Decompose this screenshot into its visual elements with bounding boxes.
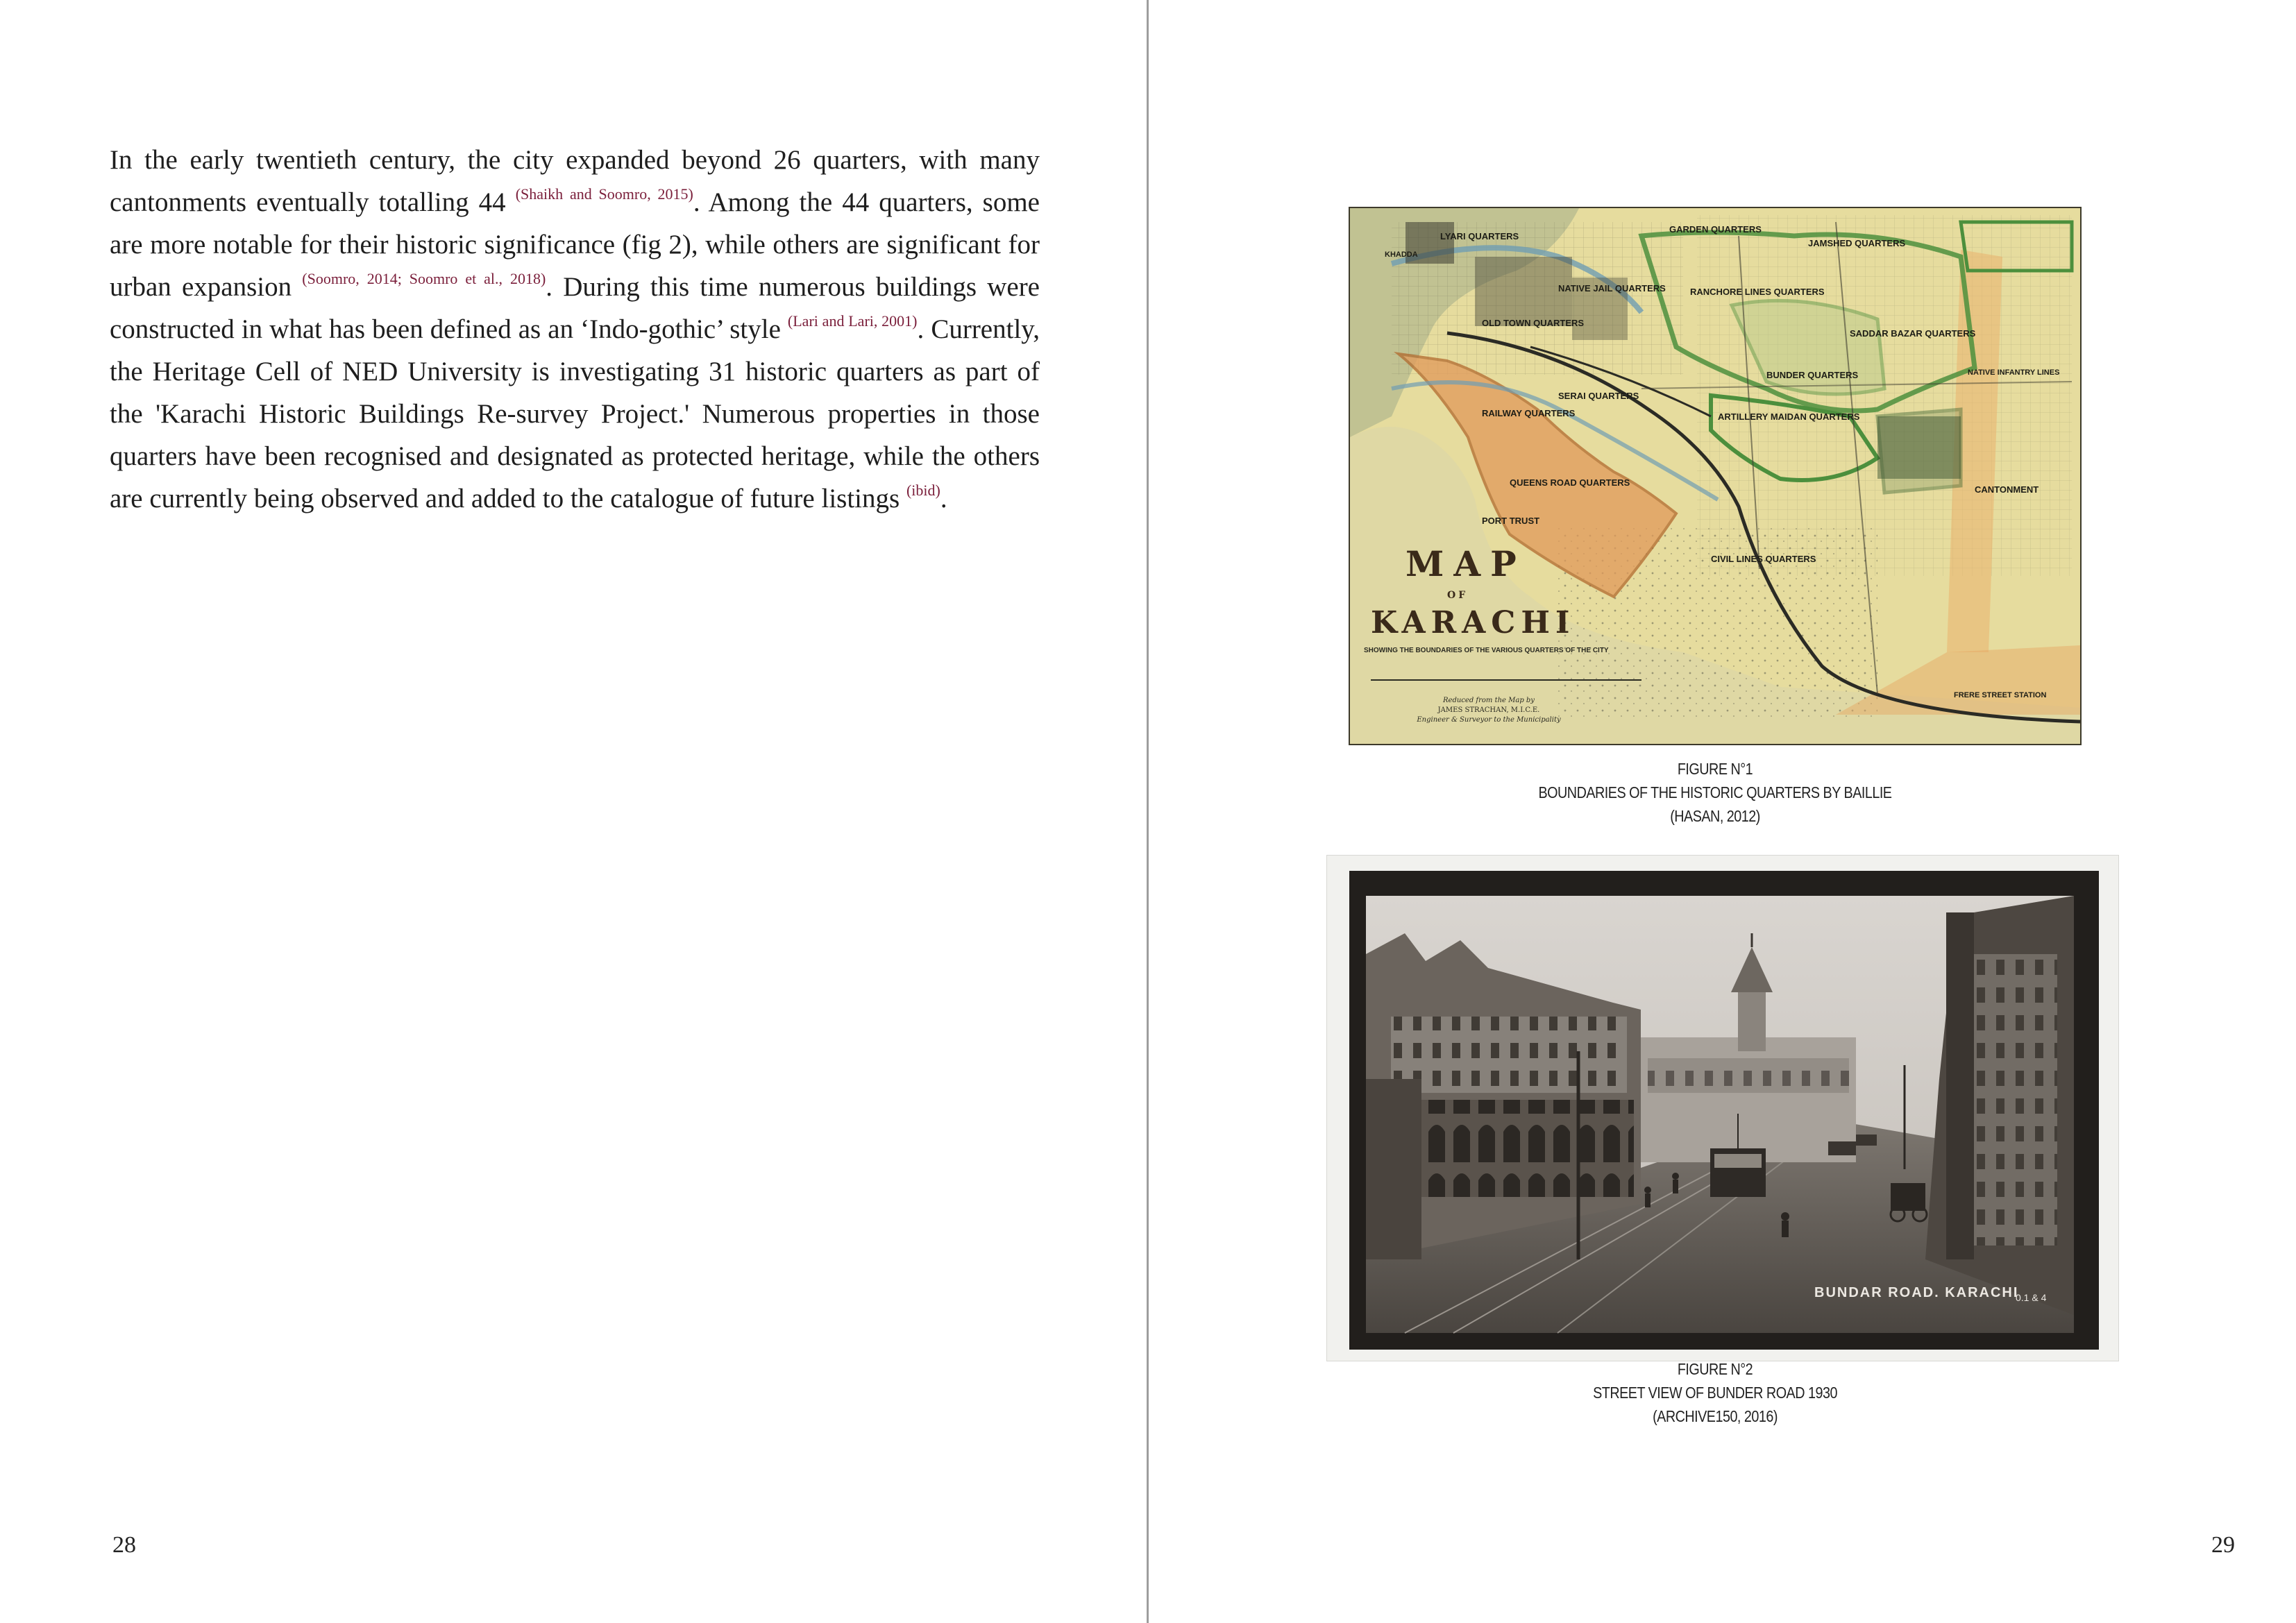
page-number-left: 28 (112, 1532, 136, 1558)
map-subtitle: SHOWING THE BOUNDARIES OF THE VARIOUS QUARTERS OF THE CITY (1364, 647, 1609, 654)
map-title-map: MAP (1406, 543, 1526, 584)
right-page (1148, 0, 2296, 1623)
map-label-infantry: NATIVE INFANTRY LINES (1968, 368, 2060, 377)
map-label-native-jail: NATIVE JAIL QUARTERS (1558, 283, 1666, 294)
map-label-jamshed: JAMSHED QUARTERS (1808, 238, 1906, 248)
text-segment: . Currently, the Heritage Cell of NED University is investigating 31 historic quarters as part of the 'Karachi Historic Buildings Re-survey Project.' Numerous properties in those quarters have been recognised and designated as protected heritage, while the others are currently being observed and added to the catalogue of future listings (110, 314, 1040, 513)
map-label-lyari: LYARI QUARTERS (1440, 231, 1519, 241)
map-label-civil-lines: CIVIL LINES QUARTERS (1711, 554, 1816, 564)
figure-2-caption-number: FIGURE N°2 (1677, 1360, 1753, 1378)
map-label-ranchore: RANCHORE LINES QUARTERS (1690, 287, 1825, 297)
figure-2-caption-source: (ARCHIVE150, 2016) (1653, 1407, 1778, 1425)
map-label-frere: FRERE STREET STATION (1954, 691, 2047, 699)
text-segment: . Among the 44 quarters, some are more notable for their historic significance (fig 2), while others are significant for urban expansion (110, 187, 1040, 302)
citation: (ibid) (906, 482, 940, 499)
text-segment: . During this time numerous buildings were constructed in what has been defined as an ‘Indo-gothic’ style (110, 272, 1040, 344)
map-label-railway: RAILWAY QUARTERS (1482, 408, 1576, 418)
figure-1-caption-source: (HASAN, 2012) (1670, 807, 1760, 825)
map-credit-1: Reduced from the Map by (1443, 697, 1535, 704)
text-segment: . (940, 484, 947, 513)
map-label-port-trust: PORT TRUST (1482, 516, 1540, 526)
map-label-serai: SERAI QUARTERS (1558, 391, 1639, 401)
map-label-artillery: ARTILLERY MAIDAN QUARTERS (1718, 411, 1860, 422)
page-number-right: 29 (2211, 1532, 2235, 1558)
map-credit-3: Engineer & Surveyor to the Municipality (1417, 716, 1561, 724)
body-paragraph (110, 139, 1040, 520)
text-segment: In the early twentieth century, the city expanded beyond 26 quarters, with many cantonments eventually totalling 44 (110, 145, 1040, 217)
map-label-garden: GARDEN QUARTERS (1669, 224, 1762, 235)
map-title-of: OF (1447, 590, 1469, 601)
map-label-khadda: KHADDA (1385, 250, 1418, 259)
figure-1-caption-title: BOUNDARIES OF THE HISTORIC QUARTERS BY BAILLIE (1538, 783, 1892, 801)
citation: (Shaikh and Soomro, 2015) (515, 185, 693, 203)
photo-imprint-label: BUNDAR ROAD. KARACHI (1814, 1285, 2019, 1300)
citation: (Soomro, 2014; Soomro et al., 2018) (302, 270, 546, 287)
photo-imprint-code: 0.1 & 4 (2016, 1292, 2047, 1303)
map-label-cantonment: CANTONMENT (1975, 484, 2039, 495)
map-label-queens-road: QUEENS ROAD QUARTERS (1510, 477, 1630, 488)
map-label-old-town: OLD TOWN QUARTERS (1482, 318, 1585, 328)
citation: (Lari and Lari, 2001) (787, 312, 918, 330)
figure-1-caption-number: FIGURE N°1 (1677, 760, 1753, 778)
map-title-karachi: KARACHI (1371, 605, 1576, 640)
map-label-bunder: BUNDER QUARTERS (1766, 370, 1859, 380)
map-credit-2: JAMES STRACHAN, M.I.C.E. (1437, 706, 1540, 714)
map-label-saddar: SADDAR BAZAR QUARTERS (1850, 328, 1976, 339)
figure-2-caption-title: STREET VIEW OF BUNDER ROAD 1930 (1593, 1384, 1837, 1402)
